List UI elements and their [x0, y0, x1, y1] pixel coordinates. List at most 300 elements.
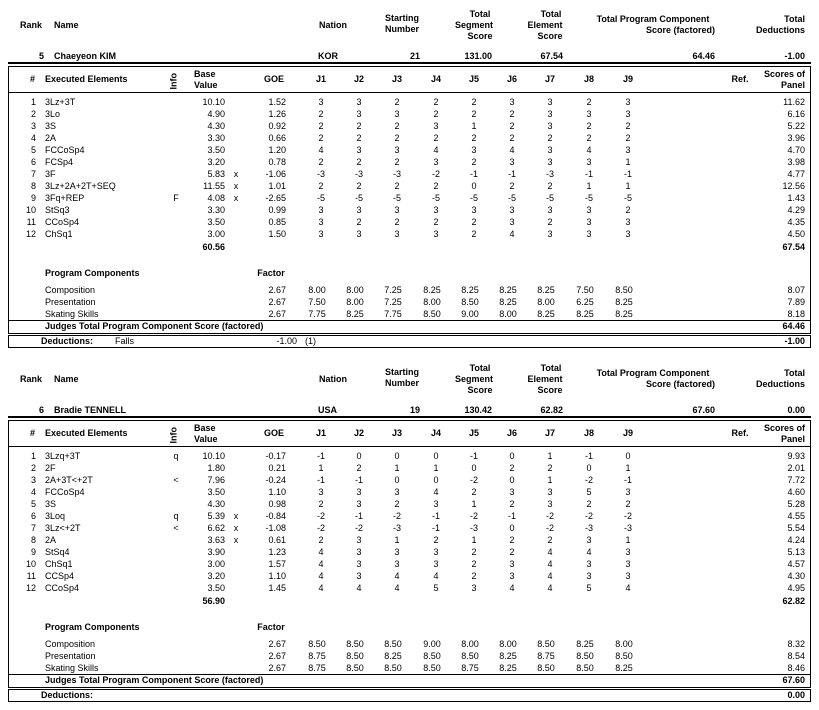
element-judge-score: 2 — [547, 217, 553, 227]
element-judge-score: 3 — [394, 547, 400, 557]
base-value-total: 60.56 — [202, 242, 225, 252]
deductions-label: Deductions: — [41, 690, 94, 700]
element-judge-score: 2 — [471, 133, 477, 143]
element-judge-score: 2 — [394, 157, 400, 167]
element-score-header: Element — [527, 20, 563, 30]
judges-total-label: Judges Total Program Component Score (factored) — [45, 675, 264, 685]
element-judge-score: 3 — [547, 97, 553, 107]
element-panel-score: 1.43 — [787, 193, 805, 203]
element-judge-score: 3 — [547, 487, 553, 497]
element-judge-score: 3 — [625, 571, 631, 581]
element-judge-score: 2 — [394, 217, 400, 227]
element-number: 10 — [25, 205, 36, 215]
element-judge-score: 3 — [356, 145, 362, 155]
element-base-value: 6.62 — [207, 523, 225, 533]
element-goe: 1.01 — [268, 181, 286, 191]
component-judge-score: 8.00 — [308, 285, 326, 295]
element-judge-score: 2 — [356, 181, 362, 191]
element-judge-score: 4 — [509, 583, 515, 593]
element-judge-score: 2 — [547, 181, 553, 191]
element-judge-score: -5 — [507, 193, 516, 203]
summary-underline — [8, 62, 811, 64]
goe-header: GOE — [263, 428, 284, 438]
element-judge-score: -2 — [316, 523, 325, 533]
component-judge-score: 8.50 — [537, 639, 555, 649]
total-element-score: 67.54 — [540, 51, 563, 61]
element-number: 6 — [30, 157, 36, 167]
component-judge-score: 8.00 — [615, 639, 633, 649]
element-judge-score: 2 — [471, 109, 477, 119]
judge-header-7: J7 — [544, 74, 555, 84]
total-segment-score: 131.00 — [464, 51, 492, 61]
element-goe: 1.52 — [268, 97, 286, 107]
element-judge-score: 2 — [318, 157, 324, 167]
element-judge-score: 4 — [433, 145, 439, 155]
element-judge-score: 3 — [547, 109, 553, 119]
element-judge-score: 2 — [586, 121, 592, 131]
segment-score-header: Total — [469, 9, 491, 19]
component-judge-score: 8.50 — [423, 651, 441, 661]
element-judge-score: 3 — [318, 487, 324, 497]
component-factor: 2.67 — [268, 285, 286, 295]
name-header: Name — [54, 20, 79, 30]
element-judge-score: -3 — [392, 169, 401, 179]
element-base-value: 5.83 — [207, 169, 225, 179]
total-component-score: 64.46 — [692, 51, 715, 61]
element-judge-score: 3 — [547, 499, 553, 509]
element-panel-score: 7.72 — [787, 475, 805, 485]
element-judge-score: 3 — [433, 559, 439, 569]
element-judge-score: 2 — [509, 547, 515, 557]
element-judge-score: 3 — [509, 571, 515, 581]
element-judge-score: 2 — [547, 133, 553, 143]
element-panel-score: 5.13 — [787, 547, 805, 557]
component-factor: 2.67 — [268, 651, 286, 661]
component-judge-score: 8.25 — [537, 285, 555, 295]
total-segment-score: 130.42 — [464, 405, 492, 415]
segment-score-header: Segment — [454, 374, 493, 384]
element-panel-score: 3.96 — [787, 133, 805, 143]
element-judge-score: 3 — [356, 229, 362, 239]
element-base-value: 3.00 — [207, 559, 225, 569]
element-judge-score: 3 — [547, 205, 553, 215]
element-code: CCSp4 — [45, 571, 75, 581]
element-judge-score: 2 — [471, 547, 477, 557]
element-code: 3Loq — [45, 511, 66, 521]
element-judge-score: 3 — [547, 121, 553, 131]
element-judge-score: 3 — [318, 97, 324, 107]
element-judge-score: 3 — [586, 205, 592, 215]
judge-header-8: J8 — [583, 74, 594, 84]
element-judge-score: -2 — [354, 523, 363, 533]
element-judge-score: 2 — [394, 181, 400, 191]
component-judge-score: 8.25 — [576, 639, 594, 649]
judge-header-6: J6 — [506, 74, 517, 84]
component-judge-score: 8.00 — [461, 639, 479, 649]
panel-header: Panel — [780, 80, 805, 90]
element-judge-score: 2 — [433, 181, 439, 191]
executed-elements-header: Executed Elements — [45, 428, 128, 438]
component-judge-score: 8.25 — [615, 663, 633, 673]
rank-header: Rank — [20, 374, 43, 384]
element-judge-score: 3 — [625, 547, 631, 557]
element-judge-score: 1 — [547, 451, 553, 461]
info-header: Info — [168, 73, 179, 90]
component-judge-score: 8.00 — [499, 639, 517, 649]
element-code: 3F — [45, 169, 56, 179]
factor-header: Factor — [257, 622, 285, 632]
element-judge-score: 3 — [433, 229, 439, 239]
element-panel-score: 3.98 — [787, 157, 805, 167]
element-judge-score: 2 — [547, 463, 553, 473]
element-goe: 1.10 — [268, 571, 286, 581]
element-base-value: 4.90 — [207, 109, 225, 119]
element-judge-score: 3 — [433, 121, 439, 131]
element-base-value: 3.50 — [207, 217, 225, 227]
component-panel-score: 8.18 — [787, 309, 805, 319]
component-judge-score: 8.50 — [461, 297, 479, 307]
component-judge-score: 8.00 — [346, 285, 364, 295]
component-panel-score: 8.32 — [787, 639, 805, 649]
segment-score-header: Total — [469, 363, 491, 373]
element-judge-score: 3 — [625, 217, 631, 227]
segment-score-header: Score — [467, 385, 493, 395]
element-judge-score: -1 — [431, 523, 440, 533]
judge-header-8: J8 — [583, 428, 594, 438]
element-bonus-marker: x — [233, 523, 239, 533]
element-judge-score: 2 — [318, 121, 324, 131]
component-name: Skating Skills — [45, 663, 99, 673]
judges-total-value: 64.46 — [782, 321, 805, 331]
element-judge-score: 4 — [547, 559, 553, 569]
judge-header-4: J4 — [430, 74, 441, 84]
element-code: ChSq1 — [45, 229, 73, 239]
deductions-header: Total — [784, 14, 805, 24]
element-judge-score: 0 — [356, 451, 362, 461]
element-judge-score: -3 — [469, 523, 478, 533]
pcs-header: Score (factored) — [645, 25, 715, 35]
element-judge-score: 2 — [471, 97, 477, 107]
element-goe: 0.85 — [268, 217, 286, 227]
element-base-value: 11.55 — [203, 181, 225, 191]
element-base-value: 1.80 — [207, 463, 225, 473]
skater-section-1 — [0, 0, 819, 354]
component-judge-score: 8.75 — [461, 663, 479, 673]
factor-header: Factor — [257, 268, 285, 278]
element-number: 11 — [26, 217, 36, 227]
element-base-value: 3.20 — [207, 157, 225, 167]
element-panel-score: 4.50 — [787, 229, 805, 239]
element-judge-score: -2 — [316, 511, 325, 521]
element-panel-score: 5.28 — [787, 499, 805, 509]
component-panel-score: 7.89 — [787, 297, 805, 307]
element-number: 3 — [30, 475, 36, 485]
element-goe: -0.24 — [265, 475, 286, 485]
element-score-header: Score — [537, 385, 563, 395]
element-judge-score: 3 — [625, 97, 631, 107]
element-judge-score: 4 — [318, 559, 324, 569]
component-judge-score: 8.50 — [461, 651, 479, 661]
element-judge-score: 3 — [625, 109, 631, 119]
element-goe: 1.20 — [268, 145, 286, 155]
element-base-value: 3.00 — [207, 229, 225, 239]
element-code: ChSq1 — [45, 559, 73, 569]
component-judge-score: 8.25 — [576, 309, 594, 319]
element-base-value: 3.50 — [207, 583, 225, 593]
element-judge-score: 4 — [433, 487, 439, 497]
program-components-header: Program Components — [45, 622, 140, 632]
element-judge-score: -1 — [354, 511, 363, 521]
component-judge-score: 8.25 — [499, 651, 517, 661]
element-judge-score: 3 — [356, 571, 362, 581]
judge-header-2: J2 — [353, 428, 364, 438]
element-goe: 1.45 — [268, 583, 286, 593]
component-judge-score: 8.75 — [308, 663, 326, 673]
element-goe: 1.26 — [268, 109, 286, 119]
element-judge-score: -1 — [316, 451, 325, 461]
deductions-header: Total — [784, 368, 805, 378]
element-judge-score: 5 — [433, 583, 439, 593]
element-judge-score: 3 — [509, 157, 515, 167]
element-number: 7 — [30, 169, 36, 179]
judge-header-7: J7 — [544, 428, 555, 438]
element-judge-score: 2 — [586, 499, 592, 509]
element-judge-score: 3 — [586, 157, 592, 167]
element-judge-score: 1 — [625, 181, 631, 191]
component-judge-score: 8.25 — [499, 297, 517, 307]
element-judge-score: 3 — [471, 583, 477, 593]
element-code: 3Lz+3T — [45, 97, 76, 107]
component-name: Composition — [45, 285, 96, 295]
judge-header-1: J1 — [315, 428, 326, 438]
element-base-value: 7.96 — [207, 475, 225, 485]
component-judge-score: 8.50 — [346, 639, 364, 649]
base-value-header: Value — [194, 80, 218, 90]
component-judge-score: 8.25 — [384, 651, 402, 661]
element-judge-score: 1 — [586, 181, 592, 191]
element-judge-score: 2 — [318, 499, 324, 509]
element-judge-score: 2 — [509, 121, 515, 131]
element-judge-score: 5 — [586, 583, 592, 593]
element-judge-score: -3 — [354, 169, 363, 179]
element-bonus-marker: x — [233, 193, 239, 203]
element-judge-score: 3 — [433, 157, 439, 167]
starting-number-header: Starting — [384, 13, 419, 23]
element-judge-score: 3 — [471, 205, 477, 215]
element-base-value: 4.30 — [207, 499, 225, 509]
element-judge-score: -2 — [623, 511, 632, 521]
element-judge-score: 3 — [509, 217, 515, 227]
element-judge-score: -3 — [545, 169, 554, 179]
component-judge-score: 8.50 — [346, 651, 364, 661]
element-judge-score: 4 — [509, 229, 515, 239]
pcs-header: Total Program Component — [596, 14, 710, 24]
element-judge-score: 2 — [433, 217, 439, 227]
component-judge-score: 8.25 — [499, 663, 517, 673]
skater-name: Chaeyeon KIM — [54, 51, 117, 61]
panel-header: Scores of — [763, 423, 805, 433]
element-judge-score: 4 — [318, 583, 324, 593]
element-number: 7 — [30, 523, 36, 533]
element-goe: -1.06 — [265, 169, 286, 179]
element-number-header: # — [30, 428, 36, 438]
element-number: 2 — [30, 463, 36, 473]
element-goe: 1.57 — [268, 559, 286, 569]
element-panel-score: 4.57 — [787, 559, 805, 569]
element-bonus-marker: x — [233, 511, 239, 521]
element-goe: -0.84 — [265, 511, 286, 521]
total-deductions: 0.00 — [787, 405, 805, 415]
element-judge-score: 3 — [625, 229, 631, 239]
component-judge-score: 7.75 — [308, 309, 326, 319]
component-panel-score: 8.07 — [787, 285, 805, 295]
element-judge-score: 4 — [586, 547, 592, 557]
element-judge-score: 1 — [547, 475, 553, 485]
element-judge-score: -1 — [623, 169, 632, 179]
element-judge-score: 3 — [356, 547, 362, 557]
element-judge-score: 2 — [318, 181, 324, 191]
component-judge-score: 8.50 — [537, 663, 555, 673]
element-judge-score: 2 — [586, 133, 592, 143]
element-panel-score: 5.22 — [787, 121, 805, 131]
element-score-header: Total — [540, 9, 562, 19]
element-panel-score: 4.29 — [787, 205, 805, 215]
element-judge-score: 1 — [471, 535, 477, 545]
element-judge-score: 3 — [356, 109, 362, 119]
element-judge-score: 0 — [433, 475, 439, 485]
judge-header-5: J5 — [468, 74, 479, 84]
element-number: 8 — [30, 181, 36, 191]
element-judge-score: 0 — [509, 475, 515, 485]
element-code: CCoSp4 — [45, 217, 80, 227]
component-judge-score: 8.00 — [537, 297, 555, 307]
element-panel-score: 4.24 — [787, 535, 805, 545]
element-number: 12 — [25, 229, 36, 239]
element-number: 4 — [30, 487, 36, 497]
component-factor: 2.67 — [268, 297, 286, 307]
element-judge-score: 3 — [318, 205, 324, 215]
element-judge-score: 0 — [509, 451, 515, 461]
element-judge-score: -1 — [469, 451, 478, 461]
element-judge-score: 3 — [356, 487, 362, 497]
element-panel-total: 62.82 — [782, 596, 805, 606]
component-judge-score: 8.50 — [576, 663, 594, 673]
element-judge-score: 4 — [547, 583, 553, 593]
component-name: Composition — [45, 639, 96, 649]
element-judge-score: 2 — [356, 463, 362, 473]
element-judge-score: 3 — [509, 97, 515, 107]
component-judge-score: 8.75 — [308, 651, 326, 661]
pcs-header: Total Program Component — [596, 368, 710, 378]
element-judge-score: -3 — [623, 523, 632, 533]
element-judge-score: -5 — [469, 193, 478, 203]
segment-score-header: Score — [467, 31, 493, 41]
component-judge-score: 8.50 — [384, 639, 402, 649]
element-judge-score: 2 — [509, 181, 515, 191]
judge-header-2: J2 — [353, 74, 364, 84]
executed-elements-header: Executed Elements — [45, 74, 128, 84]
nation-header: Nation — [319, 374, 347, 384]
base-value-header: Base — [194, 423, 216, 433]
element-goe: 0.92 — [268, 121, 286, 131]
element-judge-score: 2 — [547, 535, 553, 545]
element-code: 3Fq+REP — [45, 193, 85, 203]
element-judge-score: -3 — [316, 169, 325, 179]
element-number: 6 — [30, 511, 36, 521]
element-judge-score: 5 — [586, 487, 592, 497]
element-base-value: 3.20 — [207, 571, 225, 581]
element-judge-score: 3 — [586, 559, 592, 569]
element-judge-score: 0 — [394, 475, 400, 485]
element-base-value: 10.10 — [202, 97, 225, 107]
component-judge-score: 8.50 — [423, 309, 441, 319]
deduction-value: -1.00 — [276, 336, 297, 346]
component-judge-score: 8.25 — [537, 309, 555, 319]
element-judge-score: 2 — [625, 121, 631, 131]
judge-header-1: J1 — [315, 74, 326, 84]
element-score-header: Total — [540, 363, 562, 373]
element-judge-score: 3 — [625, 487, 631, 497]
element-number: 2 — [30, 109, 36, 119]
element-goe: 0.99 — [268, 205, 286, 215]
element-judge-score: 0 — [433, 451, 439, 461]
element-number: 1 — [30, 451, 36, 461]
starting-number-header: Number — [384, 24, 419, 34]
element-judge-score: 2 — [356, 217, 362, 227]
element-judge-score: -2 — [545, 511, 554, 521]
element-judge-score: 2 — [356, 121, 362, 131]
element-judge-score: 3 — [394, 109, 400, 119]
panel-header: Scores of — [763, 69, 805, 79]
element-judge-score: 3 — [356, 97, 362, 107]
element-judge-score: 0 — [394, 451, 400, 461]
element-number: 5 — [30, 145, 36, 155]
total-deductions: -1.00 — [784, 51, 805, 61]
element-judge-score: 2 — [509, 109, 515, 119]
starting-number: 21 — [409, 51, 420, 61]
element-judge-score: 2 — [586, 97, 592, 107]
component-judge-score: 8.00 — [499, 309, 517, 319]
element-code: 3S — [45, 499, 57, 509]
element-judge-score: 4 — [318, 571, 324, 581]
judge-header-3: J3 — [391, 74, 402, 84]
element-judge-score: 3 — [471, 145, 477, 155]
element-judge-score: 3 — [625, 559, 631, 569]
pcs-header: Score (factored) — [645, 379, 715, 389]
element-judge-score: 2 — [433, 535, 439, 545]
elements-header-rule — [9, 92, 810, 93]
element-judge-score: 0 — [625, 451, 631, 461]
element-panel-score: 12.56 — [782, 181, 805, 191]
element-judge-score: 1 — [625, 157, 631, 167]
element-code: StSq3 — [45, 205, 70, 215]
judge-header-4: J4 — [430, 428, 441, 438]
element-judge-score: 4 — [433, 571, 439, 581]
element-judge-score: -3 — [584, 523, 593, 533]
skater-section-2 — [0, 354, 819, 708]
component-judge-score: 8.25 — [346, 309, 364, 319]
judges-total-label: Judges Total Program Component Score (factored) — [45, 321, 264, 331]
element-base-value: 3.50 — [207, 145, 225, 155]
element-judge-score: -1 — [507, 511, 516, 521]
element-info: F — [173, 193, 179, 203]
total-component-score: 67.60 — [692, 405, 715, 415]
element-judge-score: 3 — [586, 217, 592, 227]
component-judge-score: 8.00 — [346, 297, 364, 307]
element-judge-score: 2 — [509, 499, 515, 509]
element-judge-score: 3 — [394, 487, 400, 497]
element-judge-score: 3 — [318, 217, 324, 227]
